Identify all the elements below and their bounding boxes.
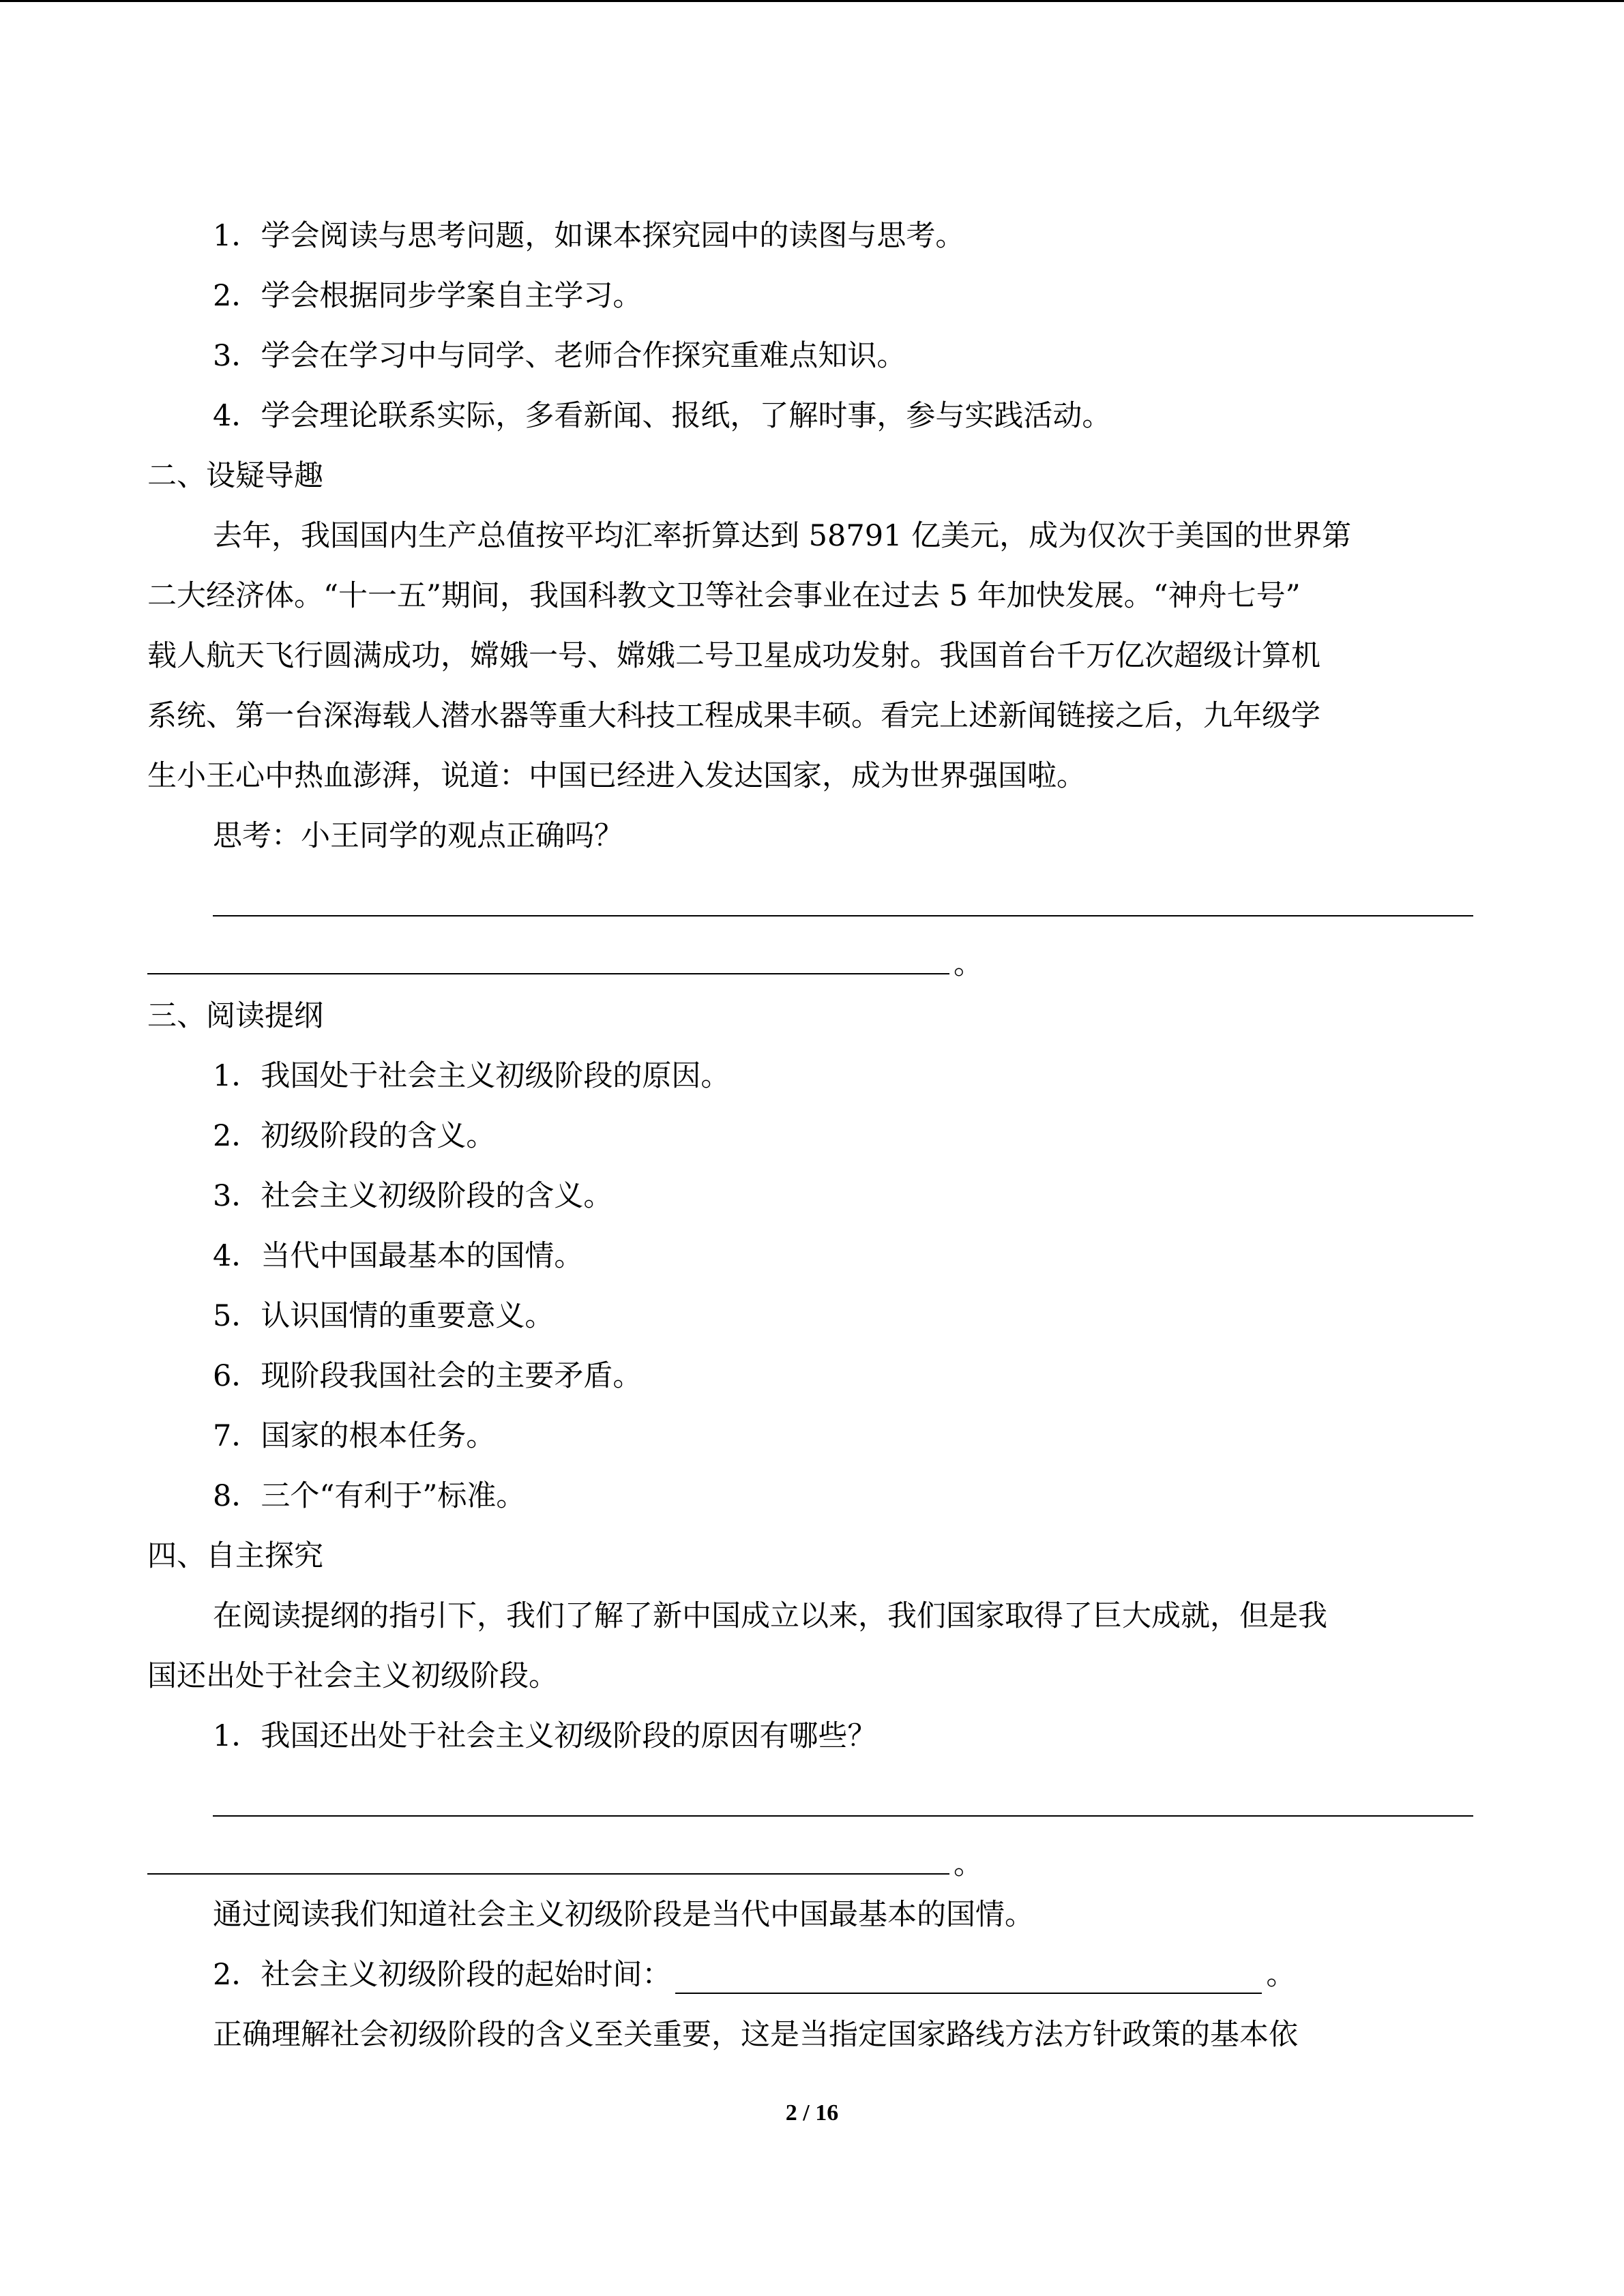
outline-item-3: 3．社会主义初级阶段的含义。 <box>213 1179 613 1213</box>
section3-heading: 三、阅读提纲 <box>147 999 323 1033</box>
q1-answer-blank-line-2[interactable] <box>147 1873 949 1875</box>
section2-question: 思考：小王同学的观点正确吗？ <box>213 819 623 853</box>
section4-note: 通过阅读我们知道社会主义初级阶段是当代中国最基本的国情。 <box>213 1898 1034 1932</box>
method-item-4: 4．学会理论联系实际，多看新闻、报纸，了解时事，参与实践活动。 <box>213 399 1112 433</box>
method-item-3: 3．学会在学习中与同学、老师合作探究重难点知识。 <box>213 339 906 373</box>
outline-item-6: 6．现阶段我国社会的主要矛盾。 <box>213 1359 643 1393</box>
section4-question-2 <box>213 1956 1295 1994</box>
section2-paragraph-line-4: 系统、第一台深海载人潜水器等重大科技工程成果丰硕。看完上述新闻链接之后，九年级学 <box>147 699 1320 733</box>
section4-question-1: 1．我国还出处于社会主义初级阶段的原因有哪些？ <box>213 1719 877 1753</box>
answer-blank-line-1[interactable] <box>213 915 1473 916</box>
answer-blank-line-2[interactable] <box>147 973 949 974</box>
method-item-1: 1．学会阅读与思考问题，如课本探究园中的读图与思考。 <box>213 219 965 253</box>
outline-item-4: 4．当代中国最基本的国情。 <box>213 1239 584 1273</box>
section2-paragraph-line-2: 二大经济体。“十一五”期间，我国科教文卫等社会事业在过去 5 年加快发展。“神舟七号” <box>147 579 1301 613</box>
q2-answer-blank[interactable] <box>675 1963 1262 1994</box>
section4-last-line: 正确理解社会初级阶段的含义至关重要，这是当指定国家路线方法方针政策的基本依 <box>213 2018 1298 2052</box>
q1-answer-blank-line-1[interactable] <box>213 1815 1473 1817</box>
outline-item-7: 7．国家的根本任务。 <box>213 1419 496 1453</box>
q1-answer-period: 。 <box>954 1847 983 1881</box>
section2-paragraph-line-5: 生小王心中热血澎湃，说道：中国已经进入发达国家，成为世界强国啦。 <box>147 759 1086 793</box>
q2-period: 。 <box>1266 1958 1296 1992</box>
page-number: 2 / 16 <box>785 2100 839 2126</box>
section2-paragraph-line-1: 去年，我国国内生产总值按平均汇率折算达到 58791 亿美元，成为仅次于美国的世界第 <box>213 519 1352 553</box>
section4-intro-line-1: 在阅读提纲的指引下，我们了解了新中国成立以来，我们国家取得了巨大成就，但是我 <box>213 1599 1327 1633</box>
q2-label: 2．社会主义初级阶段的起始时间： <box>213 1958 672 1992</box>
section4-intro-line-2: 国还出处于社会主义初级阶段。 <box>147 1659 558 1693</box>
outline-item-5: 5．认识国情的重要意义。 <box>213 1299 555 1333</box>
section2-heading: 二、设疑导趣 <box>147 459 323 493</box>
section2-paragraph-line-3: 载人航天飞行圆满成功，嫦娥一号、嫦娥二号卫星成功发射。我国首台千万亿次超级计算机 <box>147 639 1320 673</box>
outline-item-2: 2．初级阶段的含义。 <box>213 1119 496 1153</box>
outline-item-8: 8．三个“有利于”标准。 <box>213 1479 526 1513</box>
section4-heading: 四、自主探究 <box>147 1539 323 1573</box>
answer-period: 。 <box>954 947 983 981</box>
method-item-2: 2．学会根据同步学案自主学习。 <box>213 279 643 313</box>
outline-item-1: 1．我国处于社会主义初级阶段的原因。 <box>213 1059 730 1093</box>
page-top-border <box>0 0 1624 2</box>
